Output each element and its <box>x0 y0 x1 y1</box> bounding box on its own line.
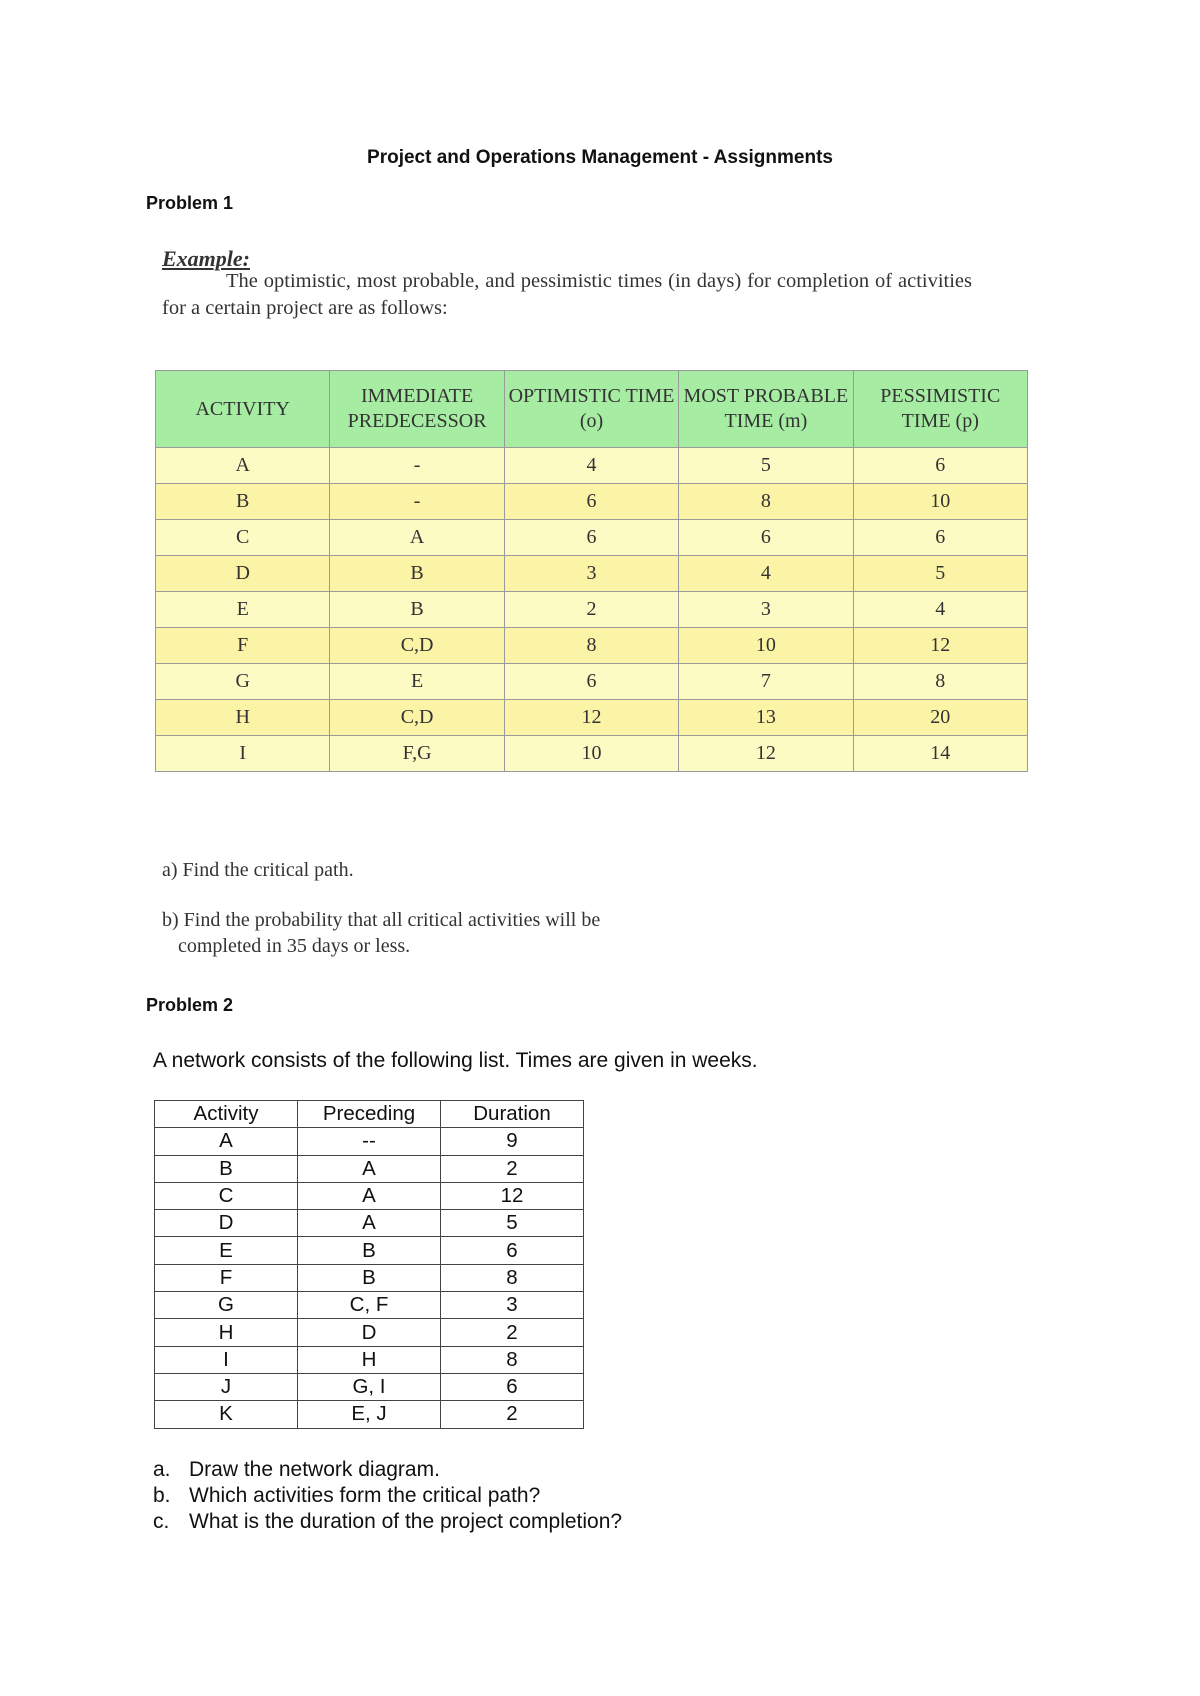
table-cell: B <box>330 556 504 592</box>
network-activity-body <box>155 1128 584 1428</box>
question-text: Draw the network diagram. <box>189 1458 440 1481</box>
table-cell: F,G <box>330 736 504 772</box>
table-row <box>155 1292 584 1319</box>
table-cell: 2 <box>441 1155 584 1182</box>
table-cell: 12 <box>441 1182 584 1209</box>
table-cell: K <box>155 1401 298 1428</box>
table-row <box>156 556 1028 592</box>
table-cell: A <box>330 520 504 556</box>
table-cell: J <box>155 1373 298 1400</box>
table-row <box>156 592 1028 628</box>
table-cell: 6 <box>441 1237 584 1264</box>
table-row <box>156 520 1028 556</box>
table-cell: 7 <box>679 664 853 700</box>
table-row <box>156 448 1028 484</box>
table-cell: D <box>156 556 330 592</box>
table-cell: 5 <box>441 1210 584 1237</box>
table-cell: 8 <box>853 664 1027 700</box>
table-cell: E <box>155 1237 298 1264</box>
table-cell: 12 <box>679 736 853 772</box>
table-cell: G <box>156 664 330 700</box>
table-cell: A <box>298 1155 441 1182</box>
table-cell: D <box>155 1210 298 1237</box>
table-cell: 10 <box>679 628 853 664</box>
table-cell: C,D <box>330 700 504 736</box>
list-marker: c. <box>153 1510 170 1533</box>
table-row <box>155 1210 584 1237</box>
column-header-activity: Activity <box>155 1101 298 1128</box>
table-cell: 4 <box>853 592 1027 628</box>
table-header-row <box>155 1101 584 1128</box>
table-cell: E <box>156 592 330 628</box>
table-cell: 20 <box>853 700 1027 736</box>
table-cell: G <box>155 1292 298 1319</box>
table-cell: 5 <box>853 556 1027 592</box>
table-cell: 3 <box>679 592 853 628</box>
question-text: Which activities form the critical path? <box>189 1484 541 1507</box>
column-header-pessimistic: PESSIMISTIC TIME (p) <box>853 371 1027 448</box>
table-cell: B <box>298 1237 441 1264</box>
table-cell: A <box>156 448 330 484</box>
table-cell: 6 <box>504 664 678 700</box>
table-cell: 12 <box>504 700 678 736</box>
list-item <box>153 1483 622 1509</box>
table-cell: 12 <box>853 628 1027 664</box>
table-row <box>155 1401 584 1428</box>
table-cell: A <box>155 1128 298 1155</box>
table-row <box>156 736 1028 772</box>
column-header-preceding: Preceding <box>298 1101 441 1128</box>
table-cell: C, F <box>298 1292 441 1319</box>
problem-2-intro: A network consists of the following list. Times are given in weeks. <box>153 1049 758 1072</box>
problem-1-heading: Problem 1 <box>146 193 234 213</box>
table-cell: - <box>330 448 504 484</box>
activity-times-body <box>156 448 1028 772</box>
column-header-optimistic: OPTIMISTIC TIME (o) <box>504 371 678 448</box>
table-cell: 6 <box>679 520 853 556</box>
table-cell: F <box>156 628 330 664</box>
table-cell: -- <box>298 1128 441 1155</box>
list-marker: a. <box>153 1458 171 1481</box>
table-cell: 3 <box>504 556 678 592</box>
table-cell: 8 <box>679 484 853 520</box>
column-header-duration: Duration <box>441 1101 584 1128</box>
table-cell: B <box>330 592 504 628</box>
table-cell: 10 <box>504 736 678 772</box>
table-row <box>156 628 1028 664</box>
table-cell: H <box>156 700 330 736</box>
table-row <box>156 484 1028 520</box>
table-cell: 8 <box>441 1346 584 1373</box>
table-cell: H <box>155 1319 298 1346</box>
table-cell: 10 <box>853 484 1027 520</box>
table-cell: F <box>155 1264 298 1291</box>
column-header-most-probable: MOST PROBABLE TIME (m) <box>679 371 853 448</box>
table-cell: A <box>298 1182 441 1209</box>
problem-2-heading: Problem 2 <box>146 995 234 1015</box>
table-cell: 6 <box>504 520 678 556</box>
table-cell: 2 <box>504 592 678 628</box>
table-cell: 14 <box>853 736 1027 772</box>
table-cell: G, I <box>298 1373 441 1400</box>
table-header-row <box>156 371 1028 448</box>
activity-times-table <box>155 370 1028 772</box>
table-cell: 2 <box>441 1401 584 1428</box>
table-cell: C <box>155 1182 298 1209</box>
network-activity-table <box>154 1100 584 1429</box>
problem-1-question-b <box>162 907 682 959</box>
list-marker: b. <box>153 1484 171 1507</box>
table-cell: B <box>155 1155 298 1182</box>
table-row <box>155 1155 584 1182</box>
problem-1-question-a: a) Find the critical path. <box>162 859 354 881</box>
table-cell: 6 <box>441 1373 584 1400</box>
table-cell: 6 <box>853 520 1027 556</box>
table-row <box>156 700 1028 736</box>
table-row <box>155 1346 584 1373</box>
list-item <box>153 1457 622 1483</box>
question-text: What is the duration of the project completion? <box>189 1510 623 1533</box>
table-cell: 5 <box>679 448 853 484</box>
table-cell: 6 <box>504 484 678 520</box>
table-cell: A <box>298 1210 441 1237</box>
table-row <box>155 1237 584 1264</box>
table-row <box>155 1182 584 1209</box>
table-cell: 4 <box>679 556 853 592</box>
question-b-line-1: b) Find the probability that all critical activities will be <box>162 909 601 931</box>
problem-2-questions <box>153 1457 622 1535</box>
question-b-line-2: completed in 35 days or less. <box>178 935 411 957</box>
table-cell: 9 <box>441 1128 584 1155</box>
table-cell: I <box>155 1346 298 1373</box>
document-title: Project and Operations Management - Assignments <box>367 147 833 168</box>
table-cell: I <box>156 736 330 772</box>
table-cell: 8 <box>441 1264 584 1291</box>
table-cell: 13 <box>679 700 853 736</box>
table-cell: D <box>298 1319 441 1346</box>
table-cell: 8 <box>504 628 678 664</box>
table-cell: E <box>330 664 504 700</box>
table-row <box>155 1373 584 1400</box>
list-item <box>153 1509 622 1535</box>
example-label: Example: <box>162 246 250 271</box>
table-cell: 3 <box>441 1292 584 1319</box>
table-row <box>155 1264 584 1291</box>
table-cell: 4 <box>504 448 678 484</box>
table-cell: 6 <box>853 448 1027 484</box>
column-header-activity: ACTIVITY <box>156 371 330 448</box>
table-cell: B <box>298 1264 441 1291</box>
table-cell: 2 <box>441 1319 584 1346</box>
table-cell: - <box>330 484 504 520</box>
table-cell: E, J <box>298 1401 441 1428</box>
table-row <box>155 1319 584 1346</box>
column-header-predecessor: IMMEDIATE PREDECESSOR <box>330 371 504 448</box>
table-row <box>156 664 1028 700</box>
table-cell: C <box>156 520 330 556</box>
table-cell: B <box>156 484 330 520</box>
example-text: The optimistic, most probable, and pessimistic times (in days) for completion of activities for a certain project are as follows: <box>162 270 972 319</box>
table-row <box>155 1128 584 1155</box>
table-cell: C,D <box>330 628 504 664</box>
table-cell: H <box>298 1346 441 1373</box>
